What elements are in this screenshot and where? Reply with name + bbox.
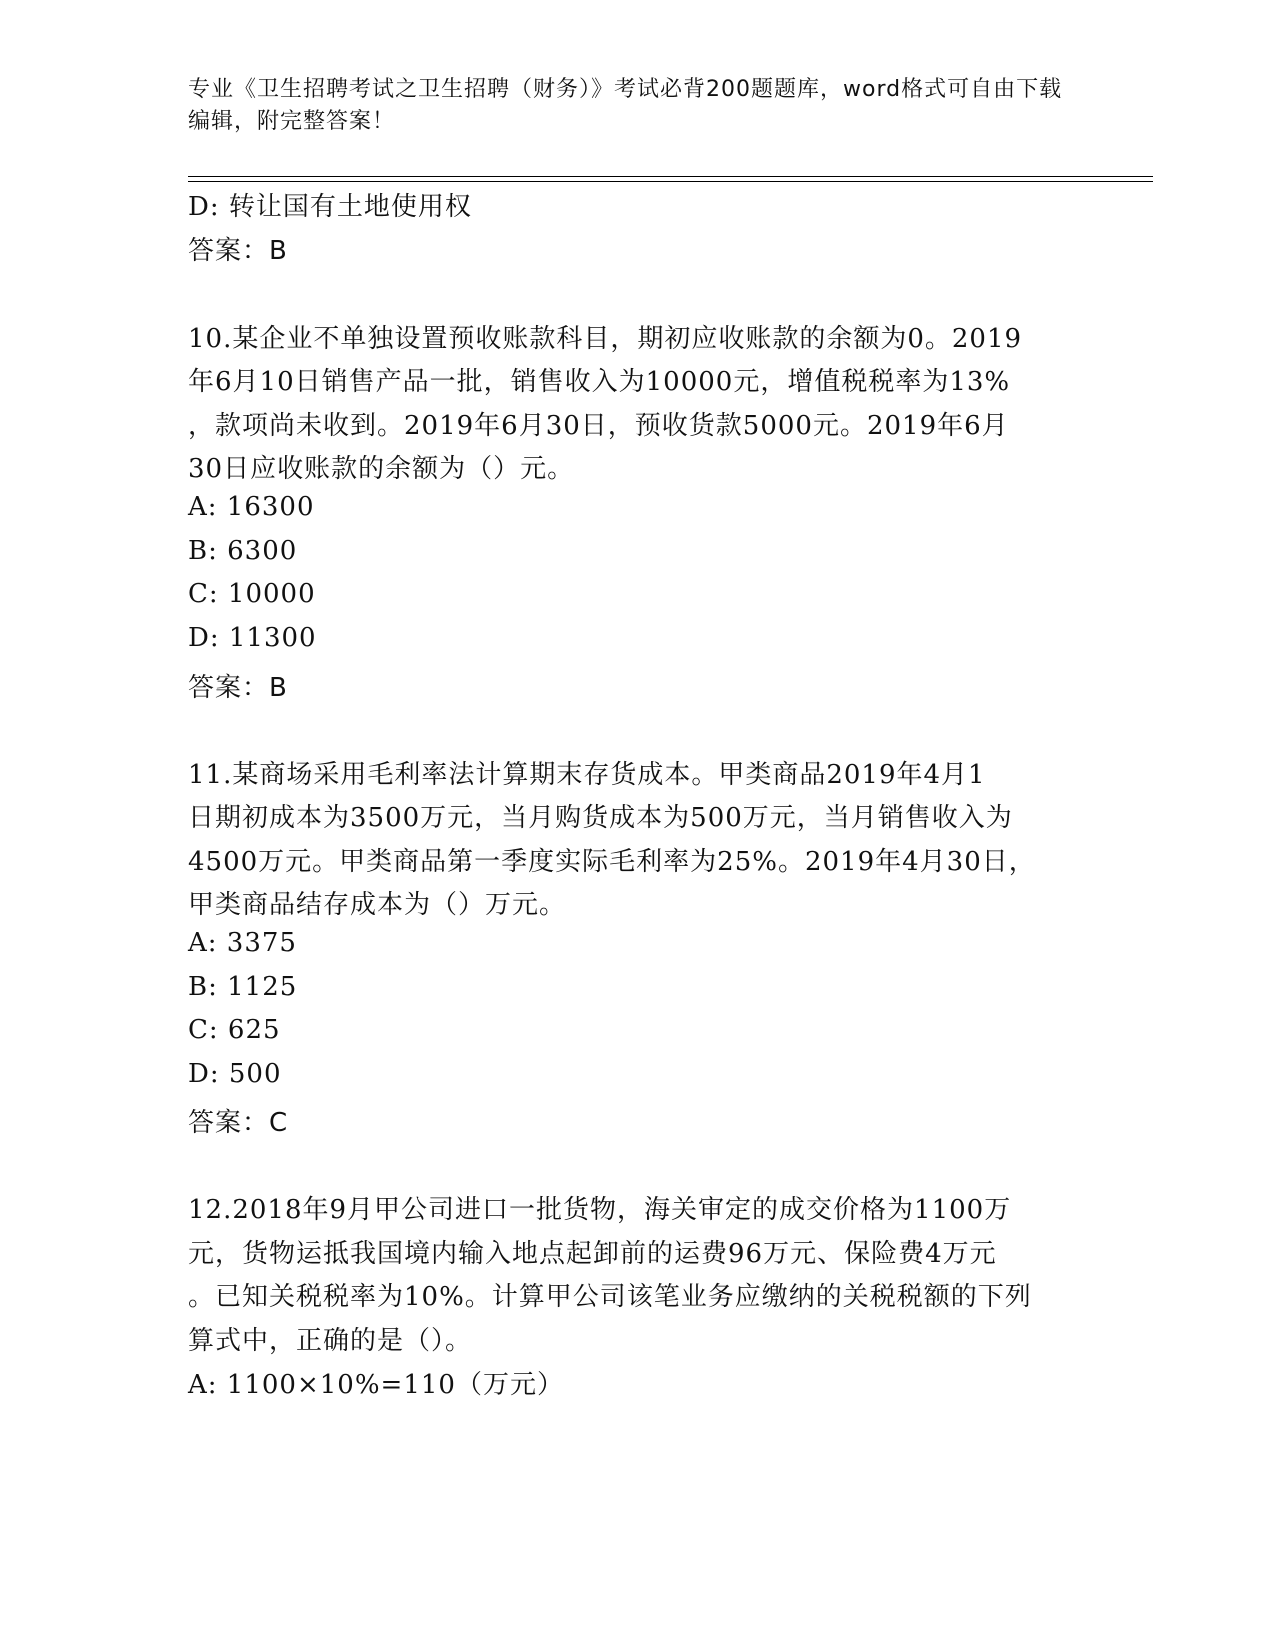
q12-line-3: 。已知关税税率为10%。计算甲公司该笔业务应缴纳的关税税额的下列	[188, 1282, 1032, 1312]
q11-option-d: D: 500	[188, 1059, 282, 1089]
q10-answer: 答案：B	[188, 673, 288, 703]
q11-line-2: 日期初成本为3500万元，当月购货成本为500万元，当月销售收入为	[188, 803, 1013, 833]
q10-line-1: 10.某企业不单独设置预收账款科目，期初应收账款的余额为0。2019	[188, 324, 1023, 354]
prev-option-d: D: 转让国有土地使用权	[188, 192, 472, 222]
q11-option-a: A: 3375	[188, 928, 297, 958]
q12-line-2: 元，货物运抵我国境内输入地点起卸前的运费96万元、保险费4万元	[188, 1239, 997, 1269]
q10-option-a: A: 16300	[188, 492, 315, 522]
q11-line-1: 11.某商场采用毛利率法计算期末存货成本。甲类商品2019年4月1	[188, 760, 986, 790]
q12-line-4: 算式中，正确的是（）。	[188, 1326, 473, 1356]
q10-line-4: 30日应收账款的余额为（）元。	[188, 454, 575, 484]
q10-line-3: ，款项尚未收到。2019年6月30日，预收货款5000元。2019年6月	[188, 411, 1009, 441]
q11-option-b: B: 1125	[188, 972, 298, 1002]
q12-option-a: A: 1100×10%=110（万元）	[188, 1370, 564, 1400]
q10-line-2: 年6月10日销售产品一批，销售收入为10000元，增值税税率为13%	[188, 367, 1011, 397]
q10-option-d: D: 11300	[188, 623, 317, 653]
q10-option-b: B: 6300	[188, 536, 298, 566]
q11-option-c: C: 625	[188, 1015, 281, 1045]
q11-answer: 答案：C	[188, 1108, 289, 1138]
q10-option-c: C: 10000	[188, 579, 316, 609]
q12-line-1: 12.2018年9月甲公司进口一批货物，海关审定的成交价格为1100万	[188, 1195, 1012, 1225]
header-divider-top	[188, 176, 1153, 177]
q11-line-3: 4500万元。甲类商品第一季度实际毛利率为25%。2019年4月30日，	[188, 847, 1036, 877]
q11-line-4: 甲类商品结存成本为（）万元。	[188, 890, 567, 920]
prev-answer: 答案：B	[188, 236, 288, 266]
header-divider-bottom	[188, 181, 1153, 182]
document-header: 专业《卫生招聘考试之卫生招聘（财务）》考试必背200题题库，word格式可自由下载编辑，附完整答案！	[188, 77, 1063, 134]
